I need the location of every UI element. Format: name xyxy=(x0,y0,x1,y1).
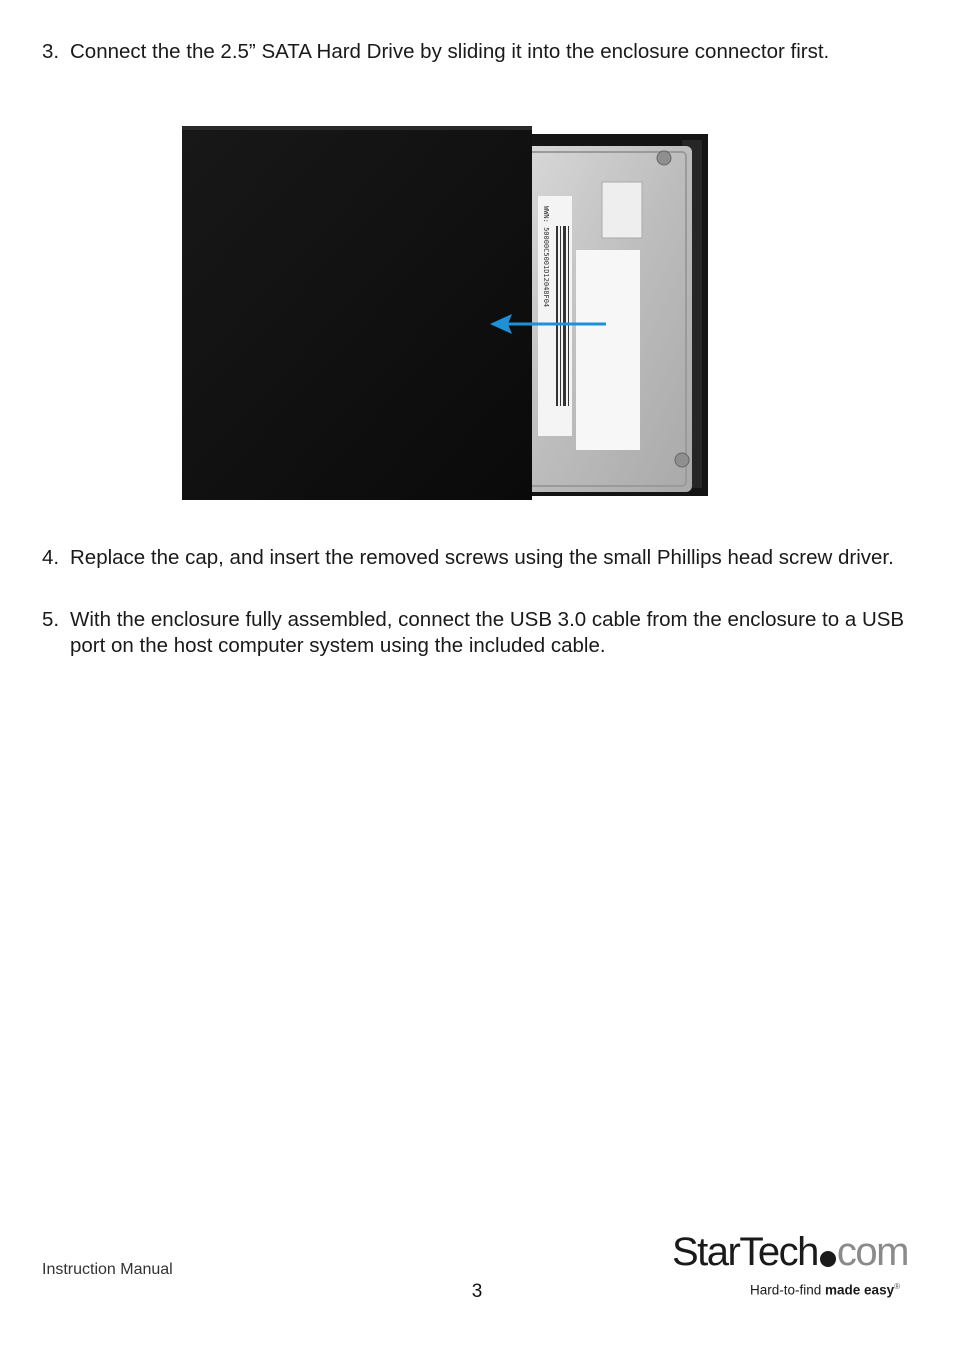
step-5 xyxy=(42,607,922,659)
logo-tagline-start: Hard-to-find xyxy=(750,1282,826,1298)
page-number: 3 xyxy=(471,1281,483,1302)
screw xyxy=(675,453,689,467)
logo-tagline xyxy=(750,1282,900,1298)
step-number: 4. xyxy=(42,546,60,569)
startech-logo xyxy=(668,1228,918,1308)
logo-dot-icon xyxy=(820,1251,836,1267)
drive-wwn-label: WWN: 50000C5001D12048F04 xyxy=(542,206,550,308)
step-4 xyxy=(42,545,922,571)
screw xyxy=(657,151,671,165)
hard-drive-enclosure-photo xyxy=(182,126,712,504)
step-text: Connect the the 2.5” SATA Hard Drive by sliding it into the enclosure connector first. xyxy=(70,40,830,63)
logo-word-start: StarTech xyxy=(672,1230,818,1274)
enclosure-sleeve xyxy=(182,126,532,500)
step-number: 5. xyxy=(42,608,60,631)
step-3 xyxy=(42,39,922,65)
step-text: Replace the cap, and insert the removed screws using the small Phillips head screw driver. xyxy=(70,546,894,569)
hard-drive xyxy=(522,146,692,492)
registered-mark: ® xyxy=(894,1282,900,1291)
logo-tagline-bold: made easy xyxy=(825,1282,895,1298)
drive-label xyxy=(576,250,640,450)
footer-document-title: Instruction Manual xyxy=(42,1261,173,1278)
logo-word-end: com xyxy=(836,1230,908,1274)
step-text: With the enclosure fully assembled, connect the USB 3.0 cable from the enclosure to a USB port on the host computer system using the included cable. xyxy=(70,608,905,657)
logo-wordmark xyxy=(672,1228,908,1276)
step-number: 3. xyxy=(42,40,60,63)
